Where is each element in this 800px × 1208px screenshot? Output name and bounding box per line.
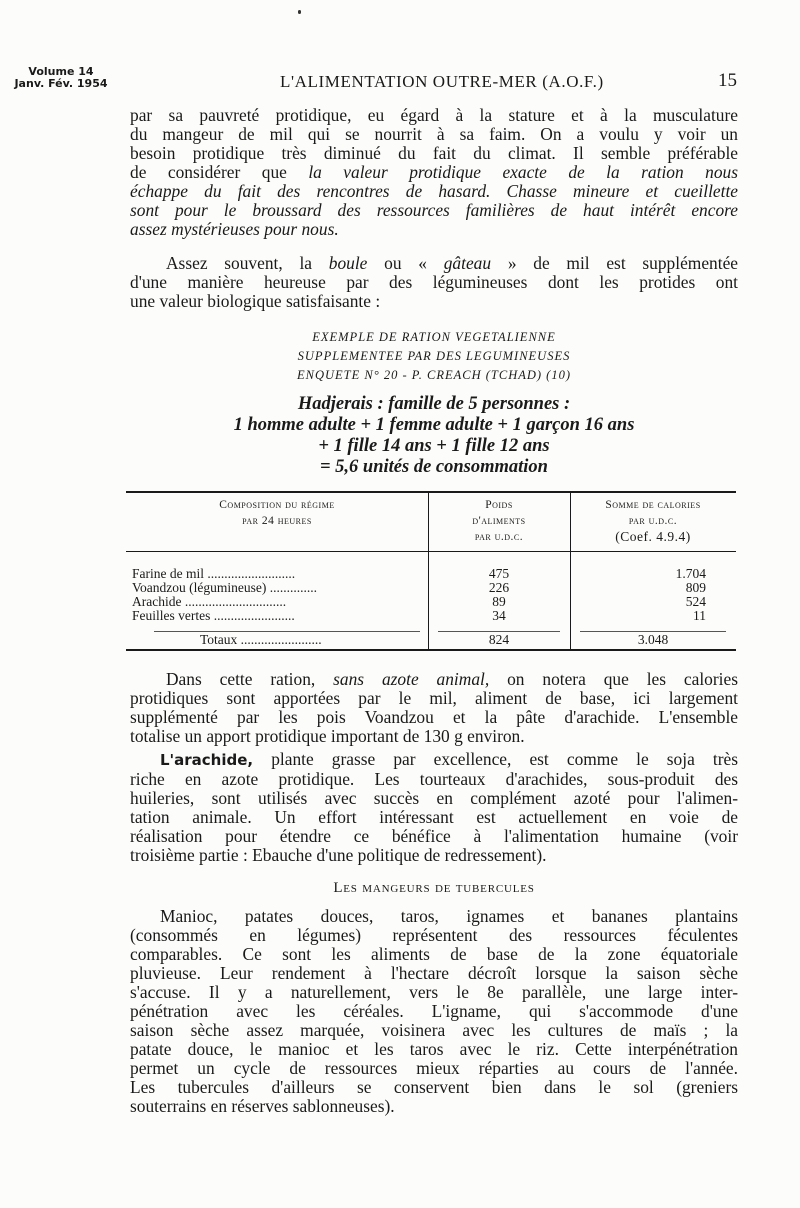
paragraph-1 — [130, 106, 738, 239]
total-calories: 3.048 — [637, 632, 669, 647]
row-label: Arachide .............................. — [132, 594, 287, 609]
text-run: » de mil est supplémentée — [507, 253, 739, 273]
text-line: du mangeur de mil qui se nourrit à sa faim. On a voulu y voir un — [130, 124, 738, 144]
text-line: supplémenté par les pois Voandzou et la pâte d'arachide. L'ensemble — [130, 707, 738, 727]
header-line: par u.d.c. — [628, 515, 678, 527]
table-bottom-rule — [126, 649, 736, 651]
text-run: plante grasse par excellence, est comme le soja très — [271, 749, 738, 769]
text-run: Dans cette ration, — [166, 669, 316, 689]
text-line: Les tubercules d'ailleurs se conservent bien dans le sol (greniers — [130, 1077, 738, 1097]
row-label: Feuilles vertes ........................ — [132, 608, 295, 623]
row-label: Farine de mil .......................... — [132, 566, 296, 581]
volume-info — [14, 66, 108, 90]
column-header-composition — [130, 497, 424, 529]
row-calories: 809 — [685, 580, 706, 595]
text-line: par sa pauvreté protidique, eu égard à la stature et à la musculature — [130, 105, 738, 125]
volume-label: Volume 14 — [28, 65, 94, 78]
header-line: (Coef. 4.9.4) — [615, 529, 691, 544]
header-line: par 24 heures — [242, 515, 312, 527]
text-line: pénétration avec les céréales. L'igname, qui s'accommode d'une — [130, 1001, 738, 1021]
text-line: Manioc, patates douces, taros, ignames et bananes plantains — [160, 906, 738, 926]
column-header-poids — [430, 497, 568, 545]
page-number: 15 — [718, 70, 737, 91]
table-column-divider — [570, 491, 571, 651]
text-line: tation animale. Un effort intéressant est actuellement en voie de — [130, 807, 738, 827]
text-line: comparables. Ce sont les aliments de base de la zone équatoriale — [130, 944, 738, 964]
table-header-rule — [126, 551, 736, 552]
family-description — [130, 394, 738, 478]
text-line: riche en azote protidique. Les tourteaux d'arachides, sous-produit des — [130, 769, 738, 789]
text-run: ou « — [384, 253, 427, 273]
section-title: Les mangeurs de tubercules — [333, 880, 535, 896]
header-line: par u.d.c. — [474, 531, 524, 543]
family-line: Hadjerais : famille de 5 personnes : — [297, 394, 571, 414]
text-line: (consommés en légumes) représentent des ressources féculentes — [130, 925, 738, 945]
example-heading-line: ENQUETE N° 20 - P. CREACH (TCHAD) (10) — [296, 368, 571, 382]
example-heading — [130, 328, 738, 385]
text-line: d'une manière heureuse par des légumineuses dont les protides ont — [130, 272, 738, 292]
running-title: L'ALIMENTATION OUTRE-MER (A.O.F.) — [280, 72, 604, 91]
text-line: saison sèche assez marquée, voisinera avec les cultures de maïs ; la — [130, 1020, 738, 1040]
family-line: = 5,6 unités de consommation — [320, 457, 548, 477]
paragraph-4 — [130, 750, 738, 865]
text-line — [130, 254, 738, 273]
paragraph-3 — [130, 670, 738, 746]
family-line: 1 homme adulte + 1 femme adulte + 1 garçon 16 ans — [233, 415, 635, 435]
text-line — [130, 750, 738, 770]
text-line: besoin protidique très diminué du fait du climat. Il semble préférable — [130, 143, 738, 163]
text-line: huileries, sont utilisés avec succès en complément azoté pour l'alimen- — [130, 788, 738, 808]
text-line: protidiques sont apportées par le mil, aliment de base, ici largement — [130, 688, 738, 708]
table-top-rule — [126, 491, 736, 493]
text-line: sont pour le broussard des ressources familières de haut intérêt encore — [130, 200, 738, 220]
text-run: on notera que les calories — [507, 669, 738, 689]
row-calories: 1.704 — [675, 566, 706, 581]
paragraph-5 — [130, 907, 738, 1116]
italic-run: sans azote animal, — [333, 669, 490, 689]
issue-date: Janv. Fév. 1954 — [14, 77, 108, 90]
row-calories: 524 — [685, 594, 706, 609]
text-run: de considérer que — [130, 162, 287, 182]
header-line: Somme de calories — [605, 499, 701, 511]
header-line: Composition du régime — [219, 499, 335, 511]
text-line: assez mystérieuses pour nous. — [130, 219, 339, 239]
example-heading-line: SUPPLEMENTEE PAR DES LEGUMINEUSES — [297, 349, 571, 363]
ink-dot — [298, 10, 301, 14]
text-line: réalisation pour étendre ce bénéfice à l'alimentation humaine (voir — [130, 826, 738, 846]
ration-table — [126, 491, 736, 651]
row-label: Voandzou (légumineuse) .............. — [132, 580, 317, 595]
text-line: permet un cycle de ressources mieux réparties au cours de l'année. — [130, 1058, 738, 1078]
total-label: Totaux ........................ — [200, 632, 322, 647]
total-poids: 824 — [488, 632, 510, 647]
text-line — [130, 163, 738, 182]
row-poids: 226 — [488, 580, 510, 595]
text-line: une valeur biologique satisfaisante : — [130, 291, 381, 311]
text-line — [130, 670, 738, 689]
row-calories: 11 — [693, 608, 706, 623]
bold-run: L'arachide, — [160, 751, 254, 769]
text-run: Assez souvent, la — [166, 253, 313, 273]
row-poids: 475 — [488, 566, 510, 581]
italic-run: gâteau — [443, 253, 492, 273]
row-poids: 34 — [492, 608, 506, 623]
italic-run: boule — [328, 253, 368, 273]
text-line: patate douce, le manioc et les taros avec le riz. Cette interpénétration — [130, 1039, 738, 1059]
text-line: pluvieuse. Leur rendement à l'hectare décroît lorsque la saison sèche — [130, 963, 738, 983]
text-line: souterrains en réserves sablonneuses). — [130, 1096, 395, 1116]
family-line: + 1 fille 14 ans + 1 fille 12 ans — [318, 436, 550, 456]
table-column-divider — [428, 491, 429, 651]
header-line: Poids — [485, 499, 513, 511]
column-header-calories — [572, 497, 734, 545]
italic-run: la valeur protidique exacte de la ration nous — [308, 162, 738, 182]
text-line: totalise un apport protidique important de 130 g environ. — [130, 726, 525, 746]
text-line: échappe du fait des rencontres de hasard. Chasse mineure et cueillette — [130, 181, 738, 201]
row-poids: 89 — [492, 594, 506, 609]
text-line: s'accuse. Il y a naturellement, vers le 8e parallèle, une large inter- — [130, 982, 738, 1002]
header-line: d'aliments — [472, 515, 526, 527]
text-line: troisième partie : Ebauche d'une politique de redressement). — [130, 845, 547, 865]
paragraph-2 — [130, 254, 738, 311]
example-heading-line: EXEMPLE DE RATION VEGETALIENNE — [312, 330, 556, 344]
